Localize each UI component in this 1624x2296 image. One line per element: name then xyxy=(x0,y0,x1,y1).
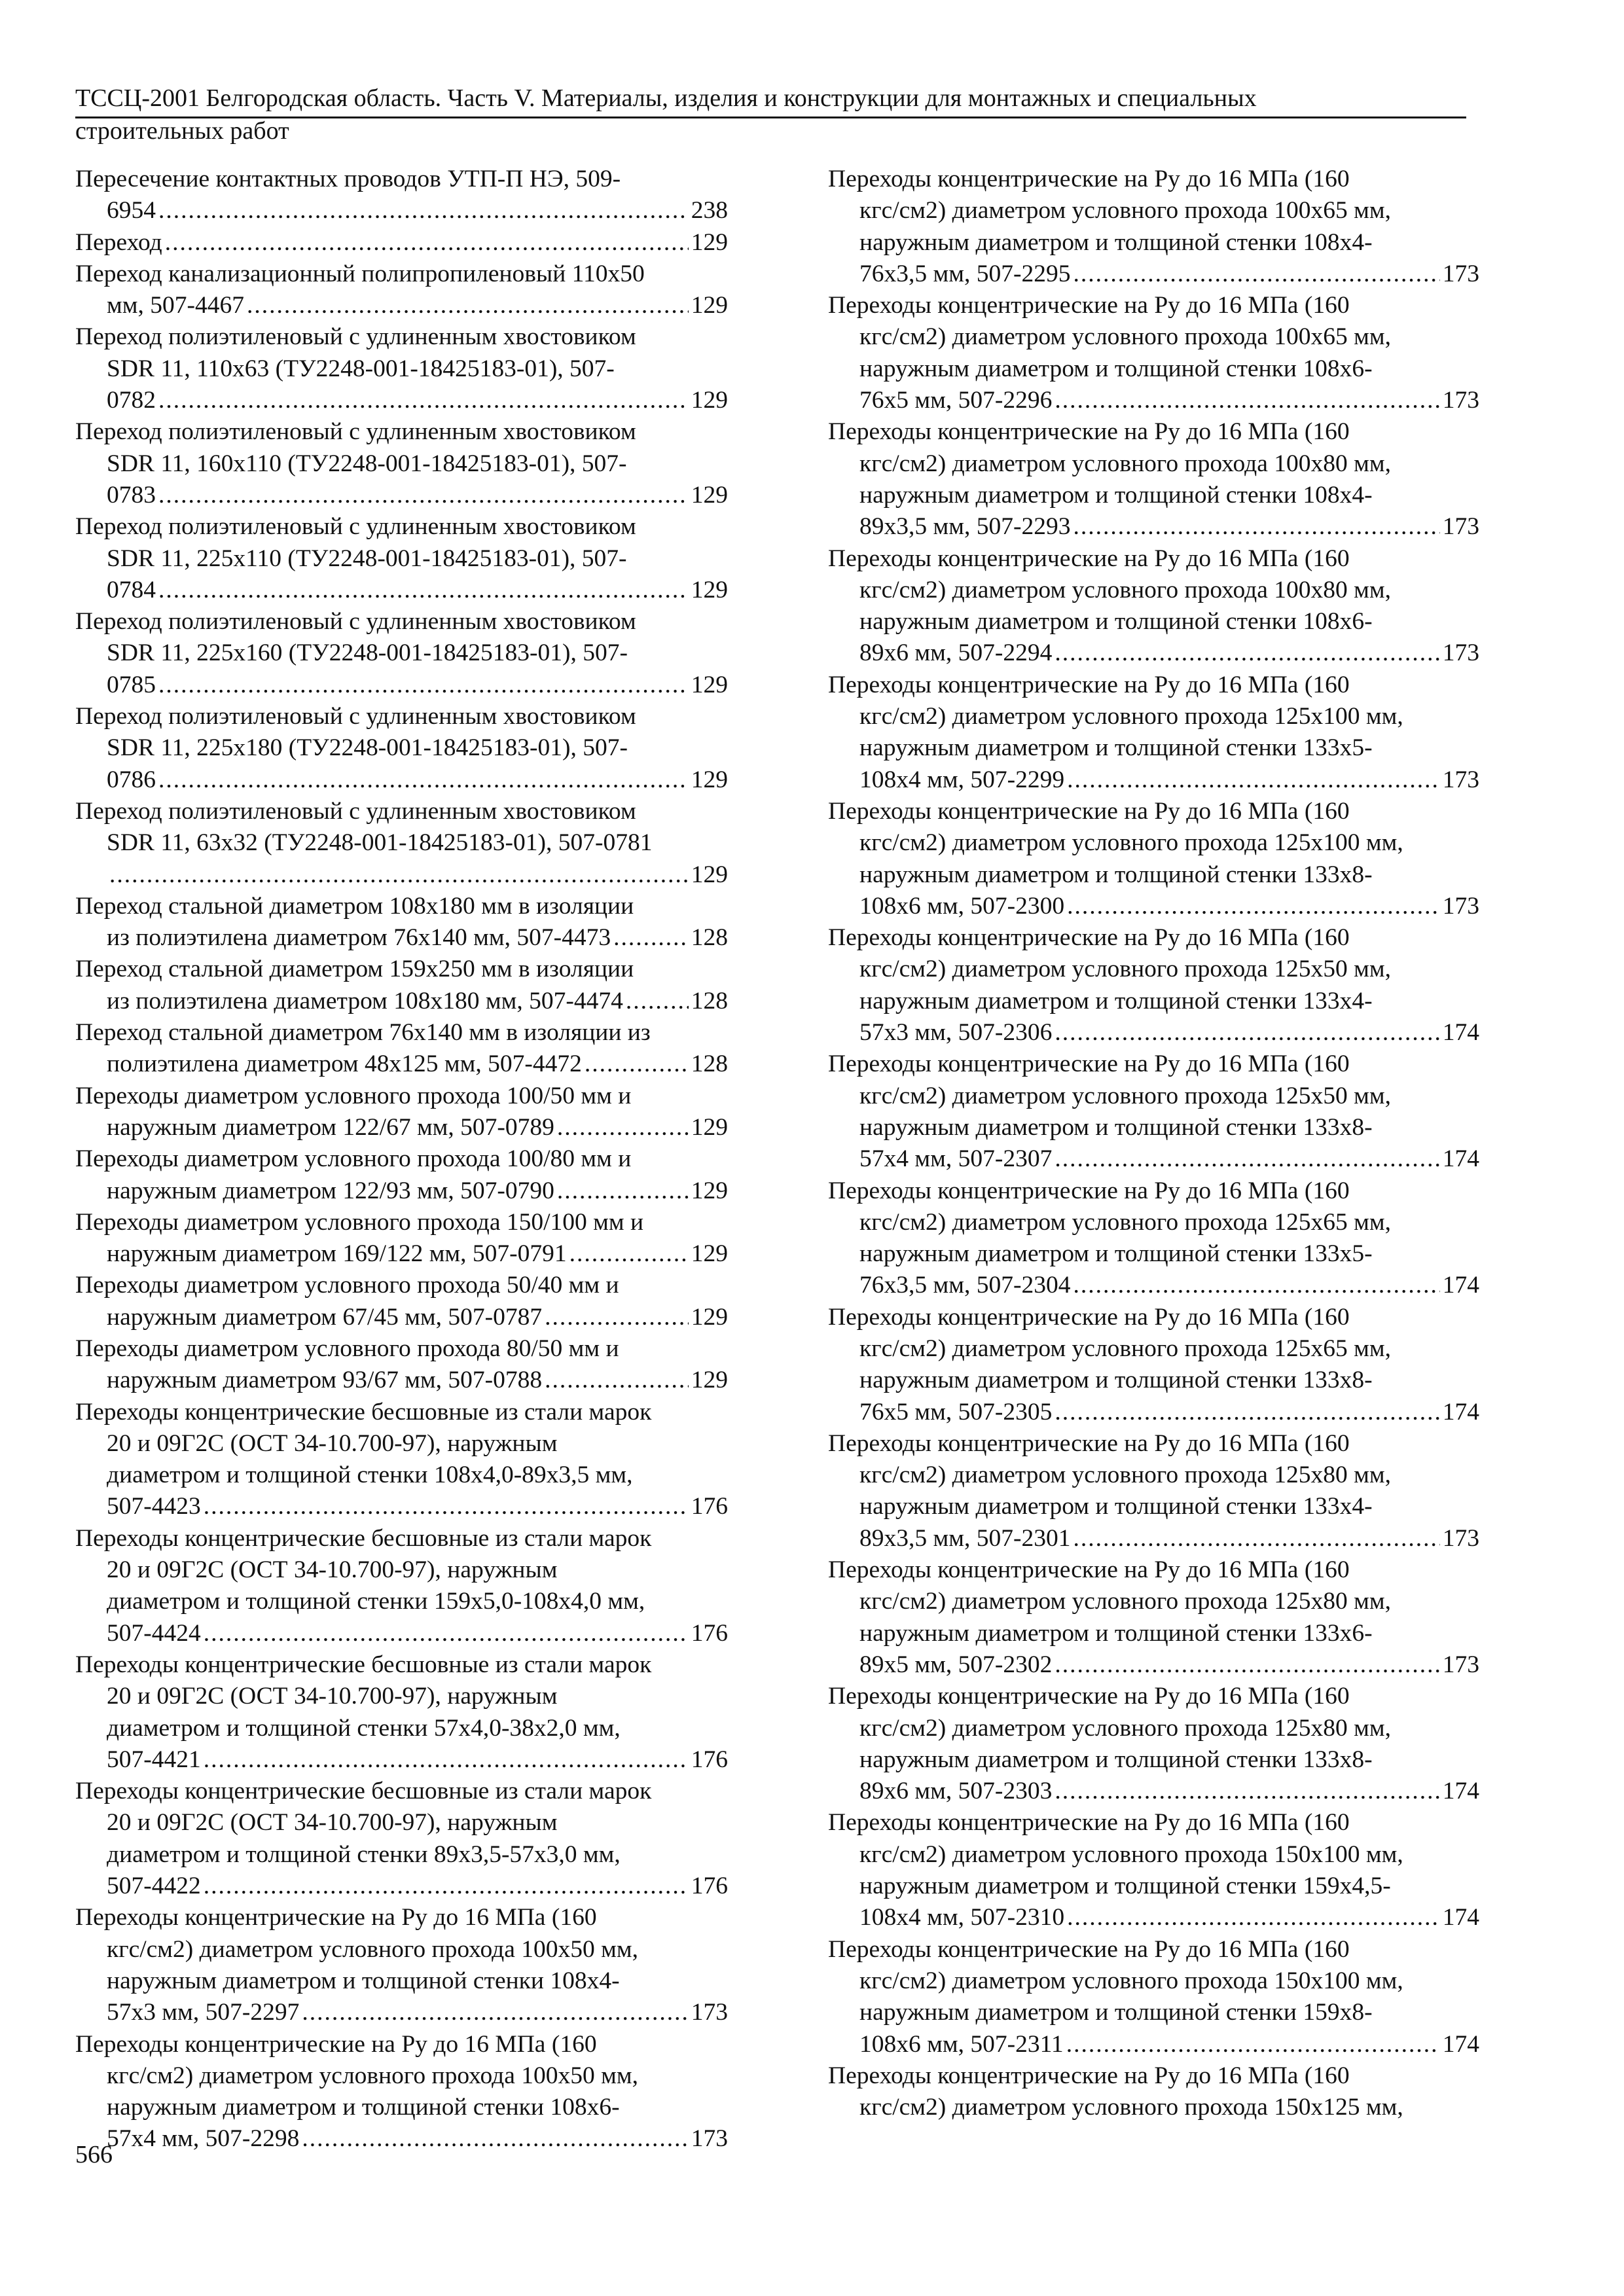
index-entry xyxy=(75,259,728,322)
dot-leader xyxy=(1055,1776,1439,1807)
entry-page-number: 129 xyxy=(691,1367,728,1394)
entry-line: кгс/см2) диаметром условного прохода 125x65 мм, xyxy=(859,1208,1391,1236)
entry-leader-line xyxy=(107,922,728,954)
page-header xyxy=(75,84,1466,145)
entry-last-line: 108x6 мм, 507-2311 xyxy=(859,2030,1064,2058)
entry-page-number: 129 xyxy=(691,861,728,888)
entry-last-line: 507-4424 xyxy=(107,1619,201,1647)
dot-leader xyxy=(1055,1143,1439,1175)
entry-line: Переходы концентрические бесшовные из стали марок xyxy=(75,1398,652,1426)
header-rule xyxy=(75,117,1466,118)
dot-leader xyxy=(1067,1902,1440,1933)
index-entry xyxy=(828,1681,1479,1807)
entry-line: кгс/см2) диаметром условного прохода 150x100 мм, xyxy=(859,1967,1403,1994)
dot-leader xyxy=(158,575,689,606)
entry-leader-line xyxy=(859,511,1479,543)
entry-leader-line xyxy=(107,859,728,891)
dot-leader xyxy=(302,2123,688,2155)
dot-leader xyxy=(204,1744,689,1776)
entry-page-number: 174 xyxy=(1442,1778,1479,1805)
entry-line: кгс/см2) диаметром условного прохода 125x80 мм, xyxy=(859,1588,1391,1615)
entry-line: кгс/см2) диаметром условного прохода 125x50 мм, xyxy=(859,956,1391,983)
index-entry xyxy=(828,922,1479,1049)
entry-line: Переходы концентрические на Ру до 16 МПа (160 xyxy=(828,1050,1350,1078)
entry-last-line: 76x5 мм, 507-2296 xyxy=(859,387,1053,414)
dot-leader xyxy=(613,922,689,954)
entry-leader-line xyxy=(859,385,1479,416)
entry-line: Переход стальной диаметром 108x180 мм в изоляции xyxy=(75,892,634,920)
entry-line: наружным диаметром и толщиной стенки 133x4- xyxy=(859,1493,1373,1520)
dot-leader xyxy=(557,1112,689,1143)
entry-last-line: из полиэтилена диаметром 76x140 мм, 507-4473 xyxy=(107,924,611,952)
entry-line: Переходы диаметром условного прохода 150/100 мм и xyxy=(75,1208,644,1236)
entry-page-number: 129 xyxy=(691,1177,728,1204)
entry-page-number: 128 xyxy=(691,924,728,952)
index-entry xyxy=(75,1270,728,1333)
index-entry xyxy=(828,416,1479,543)
entry-leader-line xyxy=(859,1017,1479,1049)
entry-line: Переходы концентрические на Ру до 16 МПа (160 xyxy=(828,292,1350,319)
entry-line: наружным диаметром и толщиной стенки 133x5- xyxy=(859,1240,1373,1268)
entry-last-line: 89x6 мм, 507-2303 xyxy=(859,1778,1053,1805)
index-column-right xyxy=(828,164,1479,2123)
entry-leader-line xyxy=(859,2029,1479,2060)
index-entry xyxy=(75,1649,728,1776)
entry-line: Переходы концентрические на Ру до 16 МПа (160 xyxy=(75,1904,597,1931)
page-number: 566 xyxy=(75,2141,113,2168)
entry-last-line: 76x3,5 мм, 507-2304 xyxy=(859,1272,1071,1299)
entry-last-line: наружным диаметром 93/67 мм, 507-0788 xyxy=(107,1367,543,1394)
entry-line: кгс/см2) диаметром условного прохода 125x65 мм, xyxy=(859,1335,1391,1362)
index-entry xyxy=(75,796,728,891)
entry-page-number: 129 xyxy=(691,1303,728,1331)
header-title-line2: строительных работ xyxy=(75,117,289,145)
entry-line: Переход полиэтиленовый с удлиненным хвостовиком xyxy=(75,608,636,636)
entry-line: наружным диаметром и толщиной стенки 133x8- xyxy=(859,1367,1373,1394)
entry-page-number: 173 xyxy=(1442,260,1479,287)
entry-page-number: 173 xyxy=(1442,766,1479,793)
entry-line: кгс/см2) диаметром условного прохода 125x80 мм, xyxy=(859,1714,1391,1742)
entry-leader-line xyxy=(107,1365,728,1396)
entry-line: наружным диаметром и толщиной стенки 133x4- xyxy=(859,987,1373,1014)
entry-leader-line xyxy=(107,290,728,321)
entry-page-number: 129 xyxy=(691,671,728,698)
entry-line: наружным диаметром и толщиной стенки 108x4- xyxy=(107,1967,620,1994)
entry-last-line: 507-4422 xyxy=(107,1873,201,1900)
entry-line: наружным диаметром и толщиной стенки 133x8- xyxy=(859,1746,1373,1773)
index-entry xyxy=(828,1934,1479,2060)
entry-page-number: 129 xyxy=(691,1240,728,1268)
entry-leader-line xyxy=(859,1902,1479,1933)
dot-leader xyxy=(1055,1397,1439,1428)
index-entry xyxy=(828,1049,1479,1175)
entry-last-line: 108x4 мм, 507-2299 xyxy=(859,766,1065,793)
index-entry xyxy=(828,1175,1479,1302)
index-entry xyxy=(828,2060,1479,2124)
index-entry xyxy=(828,1302,1479,1428)
entry-last-line: 0784 xyxy=(107,576,156,603)
entry-line: Переход канализационный полипропиленовый 110x50 xyxy=(75,260,645,287)
entry-last-line: из полиэтилена диаметром 108x180 мм, 507-4474 xyxy=(107,987,623,1014)
index-entry xyxy=(75,164,728,227)
dot-leader xyxy=(545,1302,689,1333)
index-entry xyxy=(75,227,728,259)
dot-leader xyxy=(1055,637,1439,669)
entry-last-line: 57x3 мм, 507-2297 xyxy=(107,1999,300,2026)
entry-last-line: 76x3,5 мм, 507-2295 xyxy=(859,260,1071,287)
entry-leader-line xyxy=(107,1871,728,1902)
entry-line: 20 и 09Г2С (ОСТ 34-10.700-97), наружным xyxy=(107,1556,558,1584)
entry-leader-line xyxy=(75,227,728,259)
index-entry xyxy=(828,1428,1479,1554)
index-entry xyxy=(75,701,728,796)
entry-line: SDR 11, 225x180 (ТУ2248-001-18425183-01), 507- xyxy=(107,734,628,762)
entry-last-line: Переход xyxy=(75,228,162,256)
entry-leader-line xyxy=(107,1175,728,1207)
dot-leader xyxy=(158,195,689,226)
entry-line: кгс/см2) диаметром условного прохода 125x50 мм, xyxy=(859,1082,1391,1109)
entry-line: наружным диаметром и толщиной стенки 108x4- xyxy=(859,481,1373,509)
index-entry xyxy=(828,164,1479,290)
dot-leader xyxy=(109,859,689,891)
entry-leader-line xyxy=(107,986,728,1017)
entry-page-number: 238 xyxy=(691,197,728,224)
entry-leader-line xyxy=(107,385,728,416)
entry-leader-line xyxy=(859,891,1479,922)
entry-leader-line xyxy=(107,1049,728,1080)
entry-page-number: 129 xyxy=(691,576,728,603)
index-entry xyxy=(75,1143,728,1207)
dot-leader xyxy=(569,1238,689,1270)
entry-leader-line xyxy=(107,1618,728,1649)
entry-leader-line xyxy=(107,195,728,226)
entry-last-line: наружным диаметром 169/122 мм, 507-0791 xyxy=(107,1240,567,1268)
entry-line: Переходы концентрические на Ру до 16 МПа (160 xyxy=(828,166,1350,192)
entry-page-number: 129 xyxy=(691,387,728,414)
entry-line: кгс/см2) диаметром условного прохода 100x80 мм, xyxy=(859,576,1391,603)
dot-leader xyxy=(1073,1523,1439,1554)
dot-leader xyxy=(545,1365,689,1396)
entry-line: SDR 11, 225x110 (ТУ2248-001-18425183-01), 507- xyxy=(107,545,627,572)
entry-last-line: 108x6 мм, 507-2300 xyxy=(859,892,1065,920)
dot-leader xyxy=(1073,259,1439,290)
entry-last-line: наружным диаметром 67/45 мм, 507-0787 xyxy=(107,1303,543,1331)
entry-line: Переходы концентрические бесшовные из стали марок xyxy=(75,1778,652,1805)
entry-page-number: 173 xyxy=(1442,639,1479,667)
entry-page-number: 174 xyxy=(1442,1145,1479,1173)
index-entry xyxy=(75,321,728,416)
dot-leader xyxy=(1073,1270,1439,1301)
entry-page-number: 129 xyxy=(691,1113,728,1141)
dot-leader xyxy=(1055,1017,1439,1049)
entry-line: Переходы концентрические на Ру до 16 МПа (160 xyxy=(828,1429,1350,1457)
entry-line: Переход полиэтиленовый с удлиненным хвостовиком xyxy=(75,418,636,446)
entry-line: диаметром и толщиной стенки 108x4,0-89x3,5 мм, xyxy=(107,1462,633,1489)
entry-line: 20 и 09Г2С (ОСТ 34-10.700-97), наружным xyxy=(107,1683,558,1710)
index-entry xyxy=(75,891,728,954)
entry-page-number: 176 xyxy=(691,1619,728,1647)
entry-last-line: 507-4421 xyxy=(107,1746,201,1773)
entry-last-line: 108x4 мм, 507-2310 xyxy=(859,1904,1065,1931)
entry-last-line: 57x4 мм, 507-2307 xyxy=(859,1145,1053,1173)
entry-line: Переходы концентрические бесшовные из стали марок xyxy=(75,1524,652,1552)
entry-line: Переходы концентрические на Ру до 16 МПа (160 xyxy=(828,1303,1350,1331)
entry-leader-line xyxy=(859,1270,1479,1301)
entry-last-line: мм, 507-4467 xyxy=(107,292,244,319)
index-entry xyxy=(828,670,1479,796)
entry-line: наружным диаметром и толщиной стенки 159x4,5- xyxy=(859,1873,1391,1900)
entry-line: Переходы концентрические на Ру до 16 МПа (160 xyxy=(828,1177,1350,1204)
dot-leader xyxy=(1073,511,1439,543)
entry-line: диаметром и толщиной стенки 89x3,5-57x3,0 мм, xyxy=(107,1840,621,1868)
index-entry xyxy=(75,1776,728,1902)
entry-line: Переходы диаметром условного прохода 50/40 мм и xyxy=(75,1272,619,1299)
entry-page-number: 129 xyxy=(691,292,728,319)
entry-page-number: 176 xyxy=(691,1493,728,1520)
entry-page-number: 173 xyxy=(1442,892,1479,920)
entry-leader-line xyxy=(859,764,1479,796)
entry-line: Переходы концентрические на Ру до 16 МПа (160 xyxy=(828,1683,1350,1710)
entry-line: кгс/см2) диаметром условного прохода 125x80 мм, xyxy=(859,1462,1391,1489)
entry-last-line: 89x6 мм, 507-2294 xyxy=(859,639,1053,667)
entry-line: Переход полиэтиленовый с удлиненным хвостовиком xyxy=(75,513,636,541)
entry-page-number: 129 xyxy=(691,766,728,793)
entry-line: Переходы концентрические на Ру до 16 МПа (160 xyxy=(75,2030,597,2058)
entry-leader-line xyxy=(107,1997,728,2028)
entry-last-line: 57x3 мм, 507-2306 xyxy=(859,1019,1053,1047)
entry-leader-line xyxy=(107,1744,728,1776)
dot-leader xyxy=(247,290,689,321)
entry-page-number: 128 xyxy=(691,1050,728,1078)
entry-page-number: 129 xyxy=(691,481,728,509)
entry-leader-line xyxy=(107,670,728,701)
entry-last-line: 89x5 мм, 507-2302 xyxy=(859,1651,1053,1678)
dot-leader xyxy=(204,1618,689,1649)
dot-leader xyxy=(1055,385,1439,416)
entry-page-number: 173 xyxy=(1442,387,1479,414)
dot-leader xyxy=(158,670,689,701)
entry-leader-line xyxy=(859,1776,1479,1807)
entry-line: SDR 11, 160x110 (ТУ2248-001-18425183-01), 507- xyxy=(107,450,627,477)
entry-line: Переход стальной диаметром 159x250 мм в изоляции xyxy=(75,956,634,983)
entry-leader-line xyxy=(107,1238,728,1270)
entry-last-line: 507-4423 xyxy=(107,1493,201,1520)
index-entry xyxy=(75,1017,728,1081)
dot-leader xyxy=(585,1049,689,1080)
entry-line: Переходы концентрические на Ру до 16 МПа (160 xyxy=(828,545,1350,572)
index-column-left xyxy=(75,164,728,2155)
entry-page-number: 173 xyxy=(1442,1524,1479,1552)
entry-leader-line xyxy=(107,575,728,606)
entry-line: Переход полиэтиленовый с удлиненным хвостовиком xyxy=(75,797,636,825)
entry-leader-line xyxy=(107,480,728,511)
index-entry xyxy=(828,290,1479,416)
entry-line: наружным диаметром и толщиной стенки 133x8- xyxy=(859,861,1373,888)
entry-last-line: 89x3,5 мм, 507-2301 xyxy=(859,1524,1071,1552)
dot-leader xyxy=(1066,2029,1440,2060)
entry-line: кгс/см2) диаметром условного прохода 150x100 мм, xyxy=(859,1840,1403,1868)
entry-page-number: 128 xyxy=(691,987,728,1014)
entry-line: Переходы концентрические на Ру до 16 МПа (160 xyxy=(828,1556,1350,1584)
entry-line: Переходы концентрические на Ру до 16 МПа (160 xyxy=(828,418,1350,446)
entry-line: Переходы концентрические бесшовные из стали марок xyxy=(75,1651,652,1678)
entry-last-line: наружным диаметром 122/93 мм, 507-0790 xyxy=(107,1177,554,1204)
entry-line: Переход стальной диаметром 76x140 мм в изоляции из xyxy=(75,1019,651,1047)
entry-page-number: 176 xyxy=(691,1746,728,1773)
entry-line: диаметром и толщиной стенки 159x5,0-108x4,0 мм, xyxy=(107,1588,645,1615)
index-entry xyxy=(75,606,728,701)
entry-last-line: 76x5 мм, 507-2305 xyxy=(859,1398,1053,1426)
entry-leader-line xyxy=(859,259,1479,290)
entry-leader-line xyxy=(107,1112,728,1143)
entry-page-number: 174 xyxy=(1442,1272,1479,1299)
entry-leader-line xyxy=(859,1143,1479,1175)
index-entry xyxy=(75,1523,728,1649)
index-entry xyxy=(828,796,1479,922)
index-entry xyxy=(828,543,1479,670)
entry-line: кгс/см2) диаметром условного прохода 100x50 мм, xyxy=(107,2062,638,2089)
entry-page-number: 129 xyxy=(691,228,728,256)
entry-line: SDR 11, 110x63 (ТУ2248-001-18425183-01), 507- xyxy=(107,355,615,382)
entry-line: 20 и 09Г2С (ОСТ 34-10.700-97), наружным xyxy=(107,1429,558,1457)
header-title-line1: ТССЦ-2001 Белгородская область. Часть V. Материалы, изделия и конструкции для монтажных и специальных xyxy=(75,84,1257,112)
entry-leader-line xyxy=(107,1302,728,1333)
dot-leader xyxy=(158,764,689,796)
index-entry xyxy=(75,1333,728,1397)
entry-last-line: 0783 xyxy=(107,481,156,509)
dot-leader xyxy=(557,1175,689,1207)
entry-line: Переходы концентрические на Ру до 16 МПа (160 xyxy=(828,924,1350,952)
dot-leader xyxy=(158,385,689,416)
entry-line: кгс/см2) диаметром условного прохода 100x65 мм, xyxy=(859,197,1391,224)
index-entry xyxy=(75,954,728,1017)
entry-line: Переход полиэтиленовый с удлиненным хвостовиком xyxy=(75,703,636,730)
index-entry xyxy=(75,1081,728,1144)
entry-page-number: 173 xyxy=(1442,513,1479,541)
entry-last-line: 0785 xyxy=(107,671,156,698)
index-entry xyxy=(828,1554,1479,1681)
dot-leader xyxy=(1055,1649,1439,1681)
dot-leader xyxy=(165,227,689,259)
index-entry xyxy=(75,511,728,606)
entry-line: кгс/см2) диаметром условного прохода 100x50 мм, xyxy=(107,1935,638,1963)
entry-line: SDR 11, 63x32 (ТУ2248-001-18425183-01), 507-0781 xyxy=(107,829,653,857)
entry-leader-line xyxy=(107,1491,728,1522)
dot-leader xyxy=(626,986,689,1017)
entry-line: Переходы концентрические на Ру до 16 МПа (160 xyxy=(828,2062,1350,2089)
dot-leader xyxy=(158,480,689,511)
entry-line: кгс/см2) диаметром условного прохода 100x65 мм, xyxy=(859,323,1391,351)
entry-line: Переход полиэтиленовый с удлиненным хвостовиком xyxy=(75,323,636,351)
entry-line: Переходы концентрические на Ру до 16 МПа (160 xyxy=(828,1809,1350,1837)
entry-line: кгс/см2) диаметром условного прохода 150x125 мм, xyxy=(859,2094,1403,2121)
entry-line: кгс/см2) диаметром условного прохода 125x100 мм, xyxy=(859,703,1403,730)
index-entry xyxy=(75,1902,728,2028)
entry-last-line: 0782 xyxy=(107,387,156,414)
index-entry xyxy=(75,2029,728,2155)
entry-page-number: 173 xyxy=(691,1999,728,2026)
entry-line: Пересечение контактных проводов УТП-П НЭ, 509- xyxy=(75,166,621,192)
entry-line: наружным диаметром и толщиной стенки 108x4- xyxy=(859,228,1373,256)
entry-page-number: 174 xyxy=(1442,1904,1479,1931)
entry-page-number: 173 xyxy=(1442,1651,1479,1678)
entry-line: Переходы диаметром условного прохода 80/50 мм и xyxy=(75,1335,619,1362)
entry-line: Переходы концентрические на Ру до 16 МПа (160 xyxy=(828,797,1350,825)
entry-page-number: 173 xyxy=(691,2125,728,2153)
entry-line: кгс/см2) диаметром условного прохода 125x100 мм, xyxy=(859,829,1403,857)
entry-leader-line xyxy=(107,2123,728,2155)
entry-page-number: 174 xyxy=(1442,2030,1479,2058)
dot-leader xyxy=(1067,891,1440,922)
entry-leader-line xyxy=(859,1523,1479,1554)
entry-line: Переходы концентрические на Ру до 16 МПа (160 xyxy=(828,671,1350,698)
dot-leader xyxy=(204,1871,689,1902)
entry-last-line: наружным диаметром 122/67 мм, 507-0789 xyxy=(107,1113,554,1141)
entry-last-line: полиэтилена диаметром 48x125 мм, 507-4472 xyxy=(107,1050,582,1078)
entry-leader-line xyxy=(859,637,1479,669)
index-entry xyxy=(75,416,728,511)
dot-leader xyxy=(204,1491,689,1522)
entry-leader-line xyxy=(859,1649,1479,1681)
entry-page-number: 174 xyxy=(1442,1019,1479,1047)
index-entry xyxy=(75,1207,728,1270)
entry-line: Переходы диаметром условного прохода 100/50 мм и xyxy=(75,1082,632,1109)
entry-page-number: 174 xyxy=(1442,1398,1479,1426)
entry-last-line: 89x3,5 мм, 507-2293 xyxy=(859,513,1071,541)
entry-line: кгс/см2) диаметром условного прохода 100x80 мм, xyxy=(859,450,1391,477)
entry-last-line: 6954 xyxy=(107,197,156,224)
entry-line: Переходы диаметром условного прохода 100/80 мм и xyxy=(75,1145,632,1173)
entry-last-line: 57x4 мм, 507-2298 xyxy=(107,2125,300,2153)
entry-leader-line xyxy=(859,1397,1479,1428)
entry-last-line: 0786 xyxy=(107,766,156,793)
entry-page-number: 176 xyxy=(691,1873,728,1900)
entry-line: наружным диаметром и толщиной стенки 108x6- xyxy=(859,355,1373,382)
entry-line: наружным диаметром и толщиной стенки 133x6- xyxy=(859,1619,1373,1647)
entry-line: диаметром и толщиной стенки 57x4,0-38x2,0 мм, xyxy=(107,1714,621,1742)
entry-line: наружным диаметром и толщиной стенки 133x8- xyxy=(859,1113,1373,1141)
dot-leader xyxy=(302,1997,688,2028)
entry-leader-line xyxy=(107,764,728,796)
entry-line: наружным диаметром и толщиной стенки 108x6- xyxy=(859,608,1373,636)
index-entry xyxy=(828,1807,1479,1933)
entry-line: наружным диаметром и толщиной стенки 108x6- xyxy=(107,2094,620,2121)
entry-line: 20 и 09Г2С (ОСТ 34-10.700-97), наружным xyxy=(107,1809,558,1837)
entry-line: SDR 11, 225x160 (ТУ2248-001-18425183-01), 507- xyxy=(107,639,628,667)
entry-line: наружным диаметром и толщиной стенки 159x8- xyxy=(859,1999,1373,2026)
index-entry xyxy=(75,1397,728,1523)
entry-line: наружным диаметром и толщиной стенки 133x5- xyxy=(859,734,1373,762)
entry-line: Переходы концентрические на Ру до 16 МПа (160 xyxy=(828,1935,1350,1963)
dot-leader xyxy=(1067,764,1440,796)
